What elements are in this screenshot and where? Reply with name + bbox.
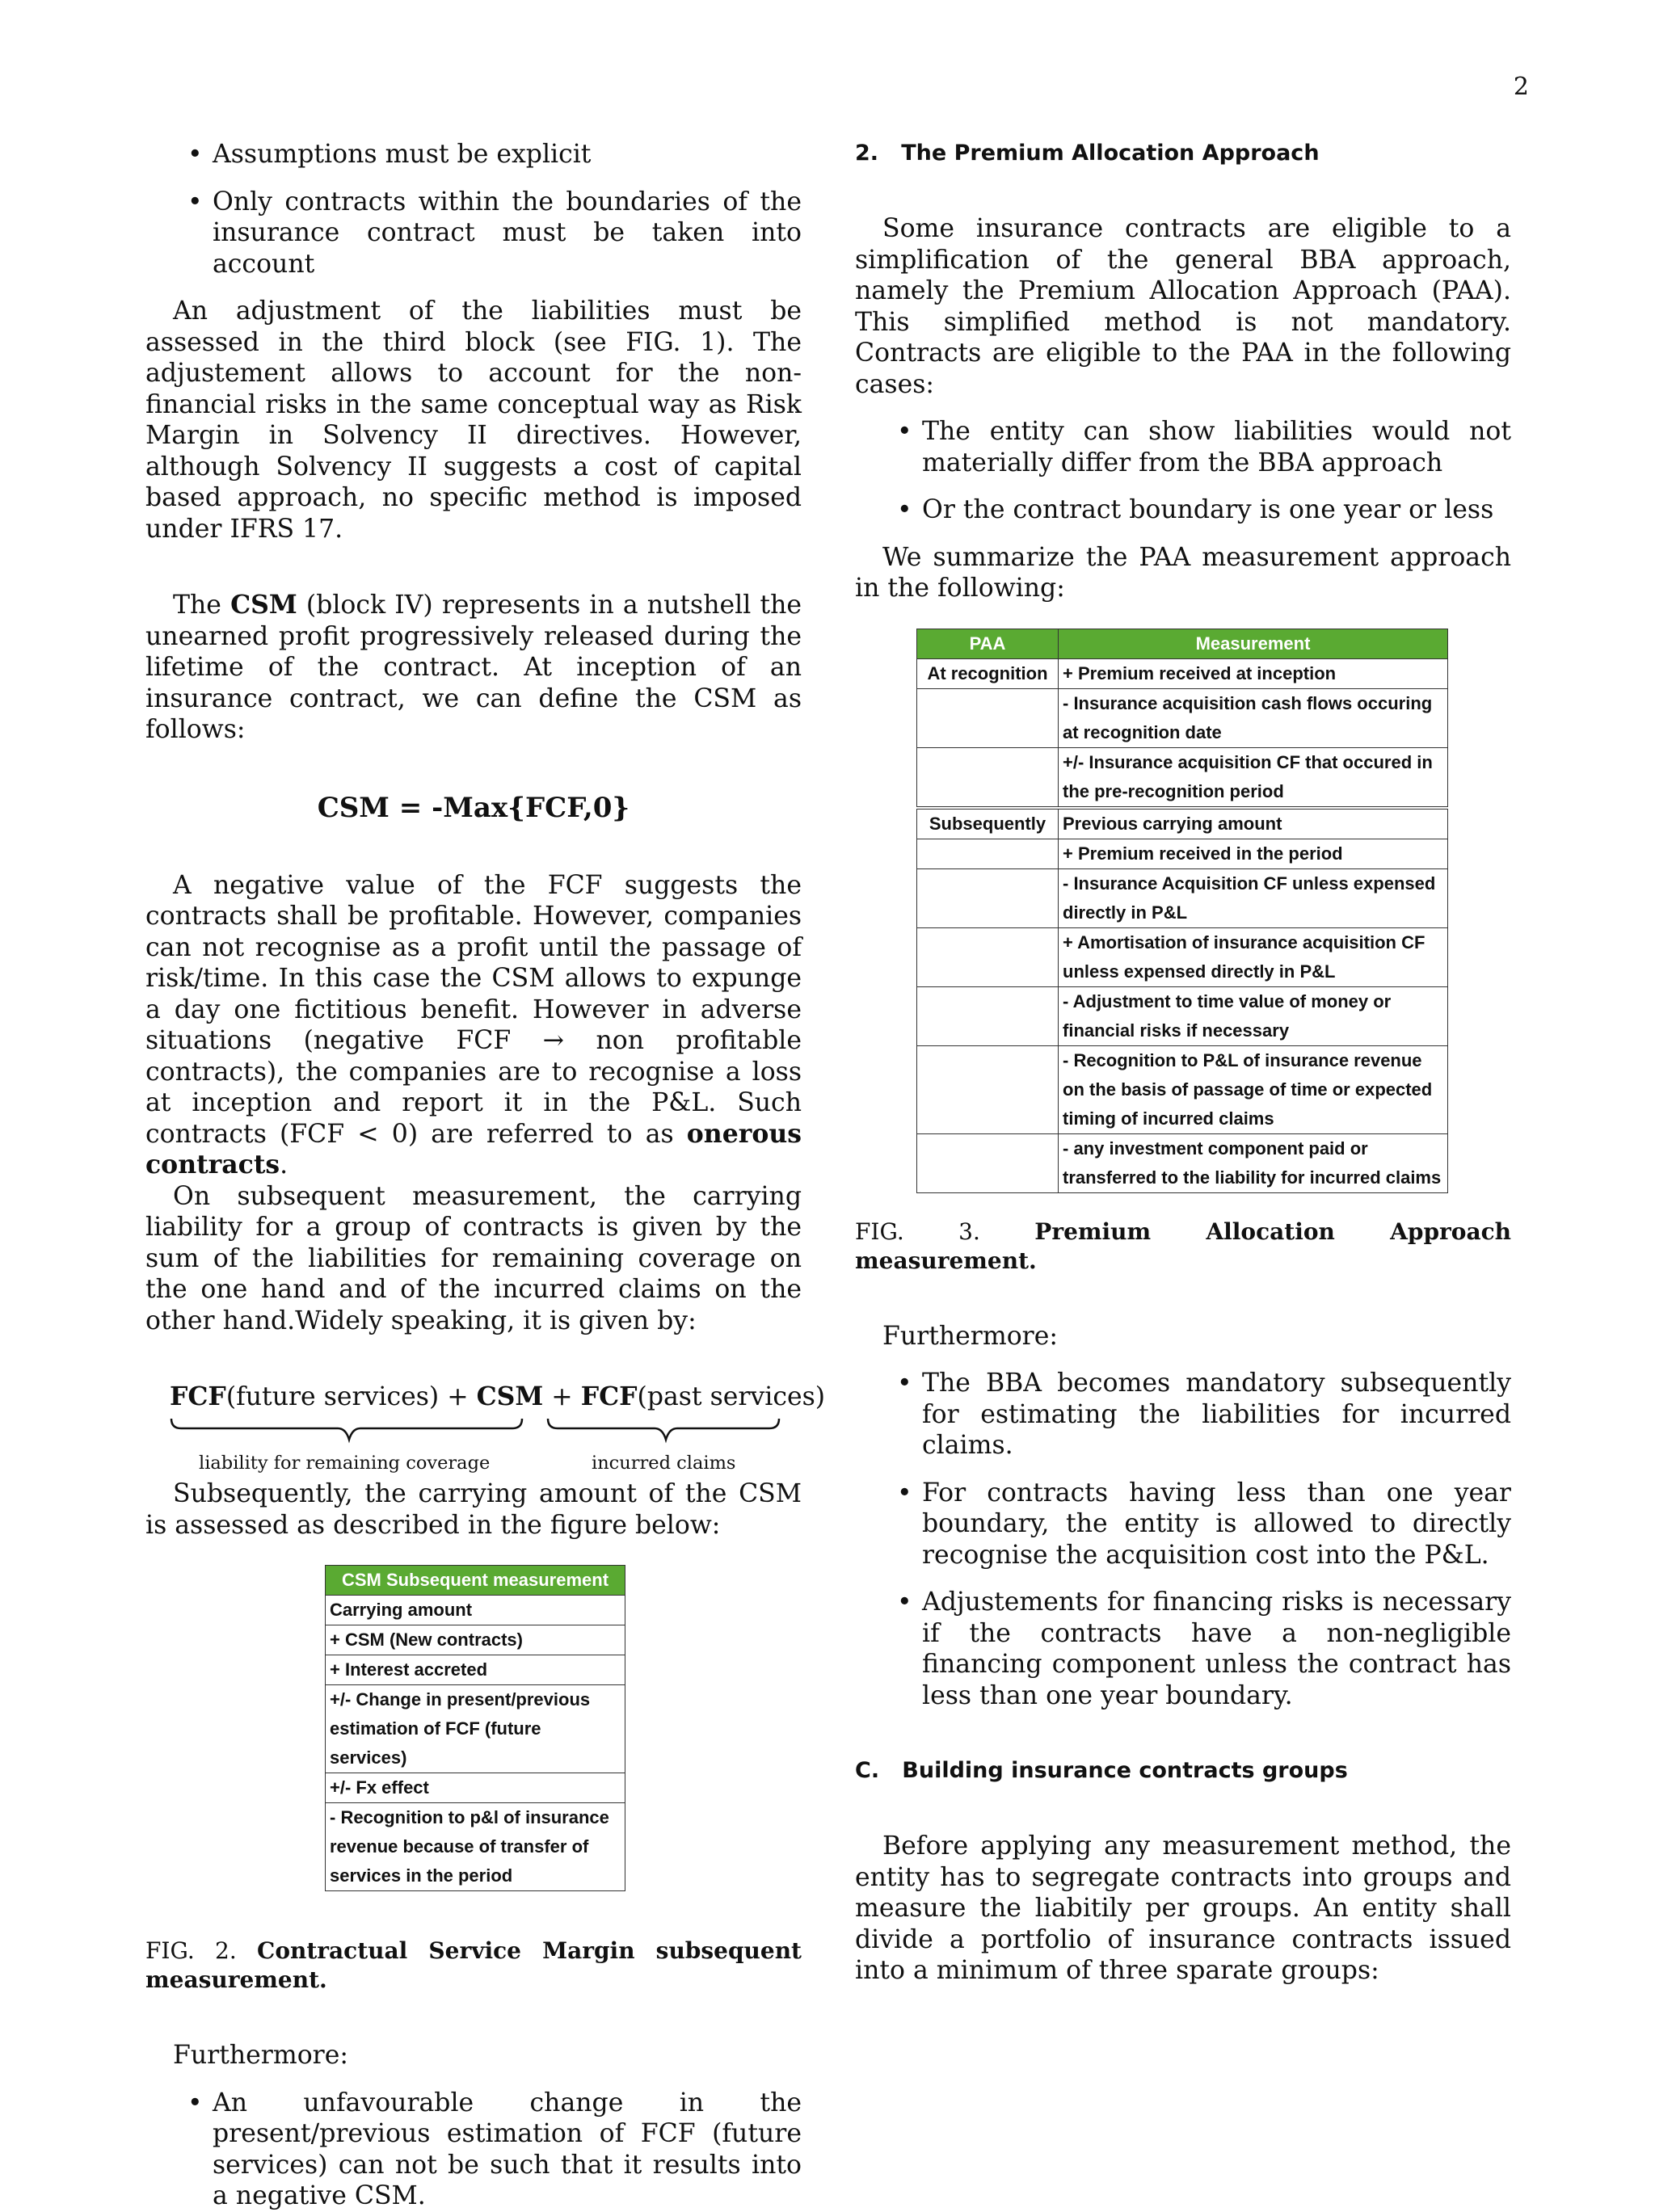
table-row: + Amortisation of insurance acquisition CF unless expensed directly in P&L — [917, 927, 1448, 986]
paragraph-csm: The CSM (block IV) represents in a nutshell the unearned profit progressively released during the lifetime of the contract. At inception of an insurance contract, we can define the CSM as follows: — [145, 590, 802, 744]
paragraph-carrying: Subsequently, the carrying amount of the CSM is assessed as described in the figure below: — [145, 1479, 802, 1540]
liability-formula: FCF(future services) + CSM + FCF(past services) liability for remaining coverage incurred claims — [145, 1381, 802, 1478]
paragraph-adjustment: An adjustment of the liabilities must be assessed in the third block (see FIG. 1). The adjustement allows to account for the non-financial risks in the same conceptual way as Risk Margin in Solvency II directives. However, although Solvency II suggests a cost of capital based approach, no specific method is imposed under IFRS 17. — [145, 296, 802, 544]
csm-equation: CSM = -Max{FCF,0} — [317, 791, 630, 824]
paragraph-subsequent: On subsequent measurement, the carrying liability for a group of contracts is given by the sum of the liabilities for remaining coverage on the one hand and of the incurred claims on the other hand.Widely speaking, it is given by: — [145, 1181, 802, 1335]
bullet-list-further — [855, 1368, 1511, 1711]
paragraph-paa: Some insurance contracts are eligible to a simplification of the general BBA approach, namely the Premium Allocation Approach (PAA). This simplified method is not mandatory. Contracts are eligible to the PAA in the following cases: — [855, 214, 1511, 399]
list-item: • Or the contract boundary is one year or less — [855, 494, 1511, 526]
table-row: + Premium received in the period — [917, 839, 1448, 868]
table-row: +/- Fx effect — [326, 1773, 625, 1803]
bullet-list-top — [145, 139, 802, 280]
table-row: - Recognition to p&l of insurance revenue because of transfer of services in the period — [326, 1803, 625, 1891]
list-item: • The entity can show liabilities would not materially differ from the BBA approach — [855, 416, 1511, 478]
right-column — [855, 139, 1511, 1987]
label-remaining-coverage: liability for remaining coverage — [199, 1453, 491, 1474]
table-row: At recognition + Premium received at inception — [917, 658, 1448, 688]
section-heading-paa: 2. The Premium Allocation Approach — [855, 141, 1320, 166]
list-item: • Adjustements for financing risks is necessary if the contracts have a non-negligible financing component unless the contract has less than one year boundary. — [855, 1587, 1511, 1711]
table-row: + Interest accreted — [326, 1655, 625, 1685]
page-number: 2 — [1513, 73, 1529, 101]
left-column — [145, 139, 826, 2212]
paragraph-negative-fcf: A negative value of the FCF suggests the contracts shall be profitable. However, companies can not recognise as a profit until the passage of risk/time. In this case the CSM allows to expunge a day one fictitious benefit. However in adverse situations (negative FCF → non profitable contracts), the companies are to recognise a loss at inception and report it in the P&L. Such contracts (FCF < 0) are referred to as onerous contracts. — [145, 870, 802, 1180]
table-row: +/- Insurance acquisition CF that occured in the pre-recognition period — [917, 747, 1448, 808]
csm-term: CSM — [230, 590, 297, 620]
table-row: - Insurance acquisition cash flows occuring at recognition date — [917, 688, 1448, 747]
table-row: Carrying amount — [326, 1596, 625, 1625]
bullet-list-paa — [855, 416, 1511, 526]
list-item: • For contracts having less than one year boundary, the entity is allowed to directly recognise the acquisition cost into the P&L. — [855, 1478, 1511, 1571]
paragraph-groups: Before applying any measurement method, the entity has to segregate contracts into groups and measure the liabitily per groups. An entity shall divide a portfolio of insurance contracts issued into a minimum of three sparate groups: — [855, 1831, 1511, 1985]
furthermore-right: Furthermore: — [882, 1321, 1058, 1351]
underbrace-graphic — [170, 1417, 784, 1446]
bullet-list-bottom — [145, 2088, 802, 2212]
furthermore-left: Furthermore: — [173, 2041, 348, 2070]
list-item: • Only contracts within the boundaries of the insurance contract must be taken into account — [145, 187, 802, 280]
list-item: • The BBA becomes mandatory subsequently for estimating the liabilities for incurred claims. — [855, 1368, 1511, 1461]
paa-measurement-table — [916, 629, 1448, 1193]
paragraph-summarize: We summarize the PAA measurement approach in the following: — [855, 542, 1511, 603]
fig3-caption: FIG. 3. Premium Allocation Approach measurement. — [855, 1217, 1511, 1274]
table-row: - any investment component paid or transferred to the liability for incurred claims — [917, 1133, 1448, 1192]
onerous-contracts-term: onerous contracts — [145, 1118, 802, 1180]
label-incurred-claims: incurred claims — [592, 1453, 736, 1474]
table-header-paa: PAA — [917, 629, 1059, 658]
table-header-measurement: Measurement — [1059, 629, 1448, 658]
section-heading-groups: C. Building insurance contracts groups — [855, 1758, 1348, 1783]
table-row: + CSM (New contracts) — [326, 1625, 625, 1655]
table-row: +/- Change in present/previous estimation of FCF (future services) — [326, 1685, 625, 1773]
fig2-caption: FIG. 2. Contractual Service Margin subsequent measurement. — [145, 1937, 802, 1993]
table-row: - Insurance Acquisition CF unless expensed directly in P&L — [917, 868, 1448, 927]
list-item: • Assumptions must be explicit — [145, 139, 802, 170]
csm-subsequent-table — [325, 1565, 625, 1891]
list-item: • An unfavourable change in the present/previous estimation of FCF (future services) can not be such that it results into a negative CSM. — [145, 2088, 802, 2212]
table-row: Subsequently Previous carrying amount — [917, 808, 1448, 839]
table-row: - Recognition to P&L of insurance revenue on the basis of passage of time or expected timing of incurred claims — [917, 1045, 1448, 1133]
table-row: - Adjustment to time value of money or financial risks if necessary — [917, 986, 1448, 1045]
table-header: CSM Subsequent measurement — [326, 1566, 625, 1596]
